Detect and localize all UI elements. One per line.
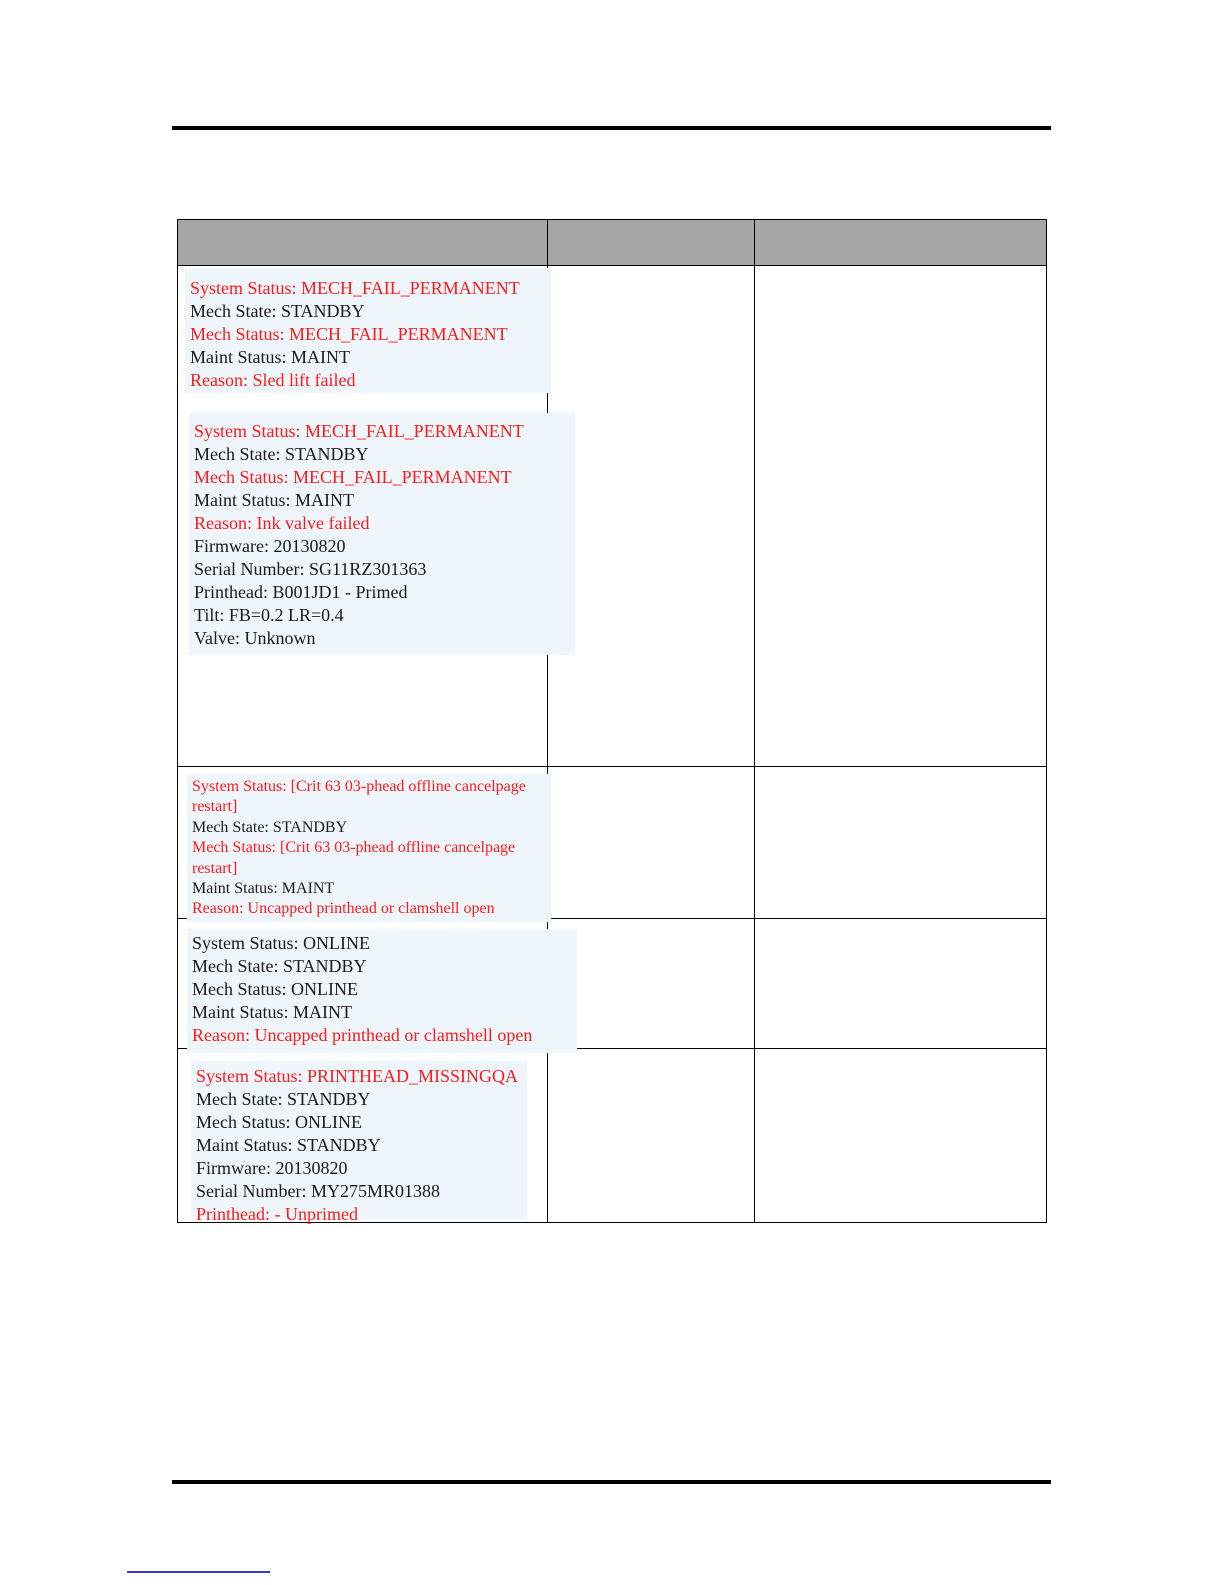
status-line: Printhead: B001JD1 - Primed [194, 582, 408, 602]
status-line: Mech Status: [Crit 63 03-phead offline cancelpage [192, 839, 516, 857]
status-line: Maint Status: MAINT [194, 490, 354, 510]
status-line: Maint Status: MAINT [192, 1002, 352, 1022]
status-screenshot-ink-valve [189, 413, 575, 655]
status-line: Mech State: STANDBY [196, 1089, 371, 1109]
status-screenshot-missing-qa [191, 1061, 527, 1224]
status-line: System Status: ONLINE [192, 933, 370, 953]
header-rule [172, 126, 1051, 130]
status-line: Mech Status: MECH_FAIL_PERMANENT [194, 467, 512, 487]
row-divider [178, 766, 1046, 767]
status-line: Tilt: FB=0.2 LR=0.4 [194, 605, 344, 625]
status-line: Mech Status: ONLINE [196, 1112, 362, 1132]
status-line: Printhead: - Unprimed [196, 1204, 358, 1224]
status-line: restart] [192, 798, 238, 816]
status-line: Mech State: STANDBY [192, 956, 367, 976]
status-line: Maint Status: MAINT [190, 347, 350, 367]
status-line: Mech State: STANDBY [192, 818, 348, 836]
table-header-row [178, 220, 1046, 265]
status-screenshot-online-uncapped [187, 929, 577, 1053]
status-screenshot-crit-63 [187, 774, 551, 922]
status-line: System Status: MECH_FAIL_PERMANENT [194, 421, 524, 441]
status-line: Maint Status: MAINT [192, 880, 335, 897]
status-line: System Status: PRINTHEAD_MISSINGQA [196, 1066, 519, 1086]
status-line: Serial Number: MY275MR01388 [196, 1181, 440, 1201]
status-line: Mech State: STANDBY [194, 444, 369, 464]
status-line: Mech Status: MECH_FAIL_PERMANENT [190, 324, 508, 344]
row-divider [178, 265, 1046, 266]
status-line: Reason: Uncapped printhead or clamshell open [192, 900, 495, 918]
status-line: Maint Status: STANDBY [196, 1135, 381, 1155]
status-line: Serial Number: SG11RZ301363 [194, 559, 427, 579]
status-line: Valve: Unknown [194, 628, 316, 648]
footer-rule [172, 1480, 1051, 1484]
status-line: System Status: MECH_FAIL_PERMANENT [190, 278, 520, 298]
column-divider [754, 220, 755, 1222]
status-line: Firmware: 20130820 [194, 536, 346, 556]
status-line: Reason: Sled lift failed [190, 370, 356, 390]
status-line: Reason: Ink valve failed [194, 513, 370, 533]
status-line: Reason: Uncapped printhead or clamshell open [192, 1025, 533, 1045]
footer-link-underline[interactable] [127, 1571, 270, 1573]
status-line: restart] [192, 859, 238, 877]
status-line: Firmware: 20130820 [196, 1158, 348, 1178]
status-line: Mech State: STANDBY [190, 301, 365, 321]
status-line: System Status: [Crit 63 03-phead offline cancelpage [192, 778, 526, 795]
status-screenshot-sled-lift [185, 268, 551, 393]
status-line: Mech Status: ONLINE [192, 979, 358, 999]
